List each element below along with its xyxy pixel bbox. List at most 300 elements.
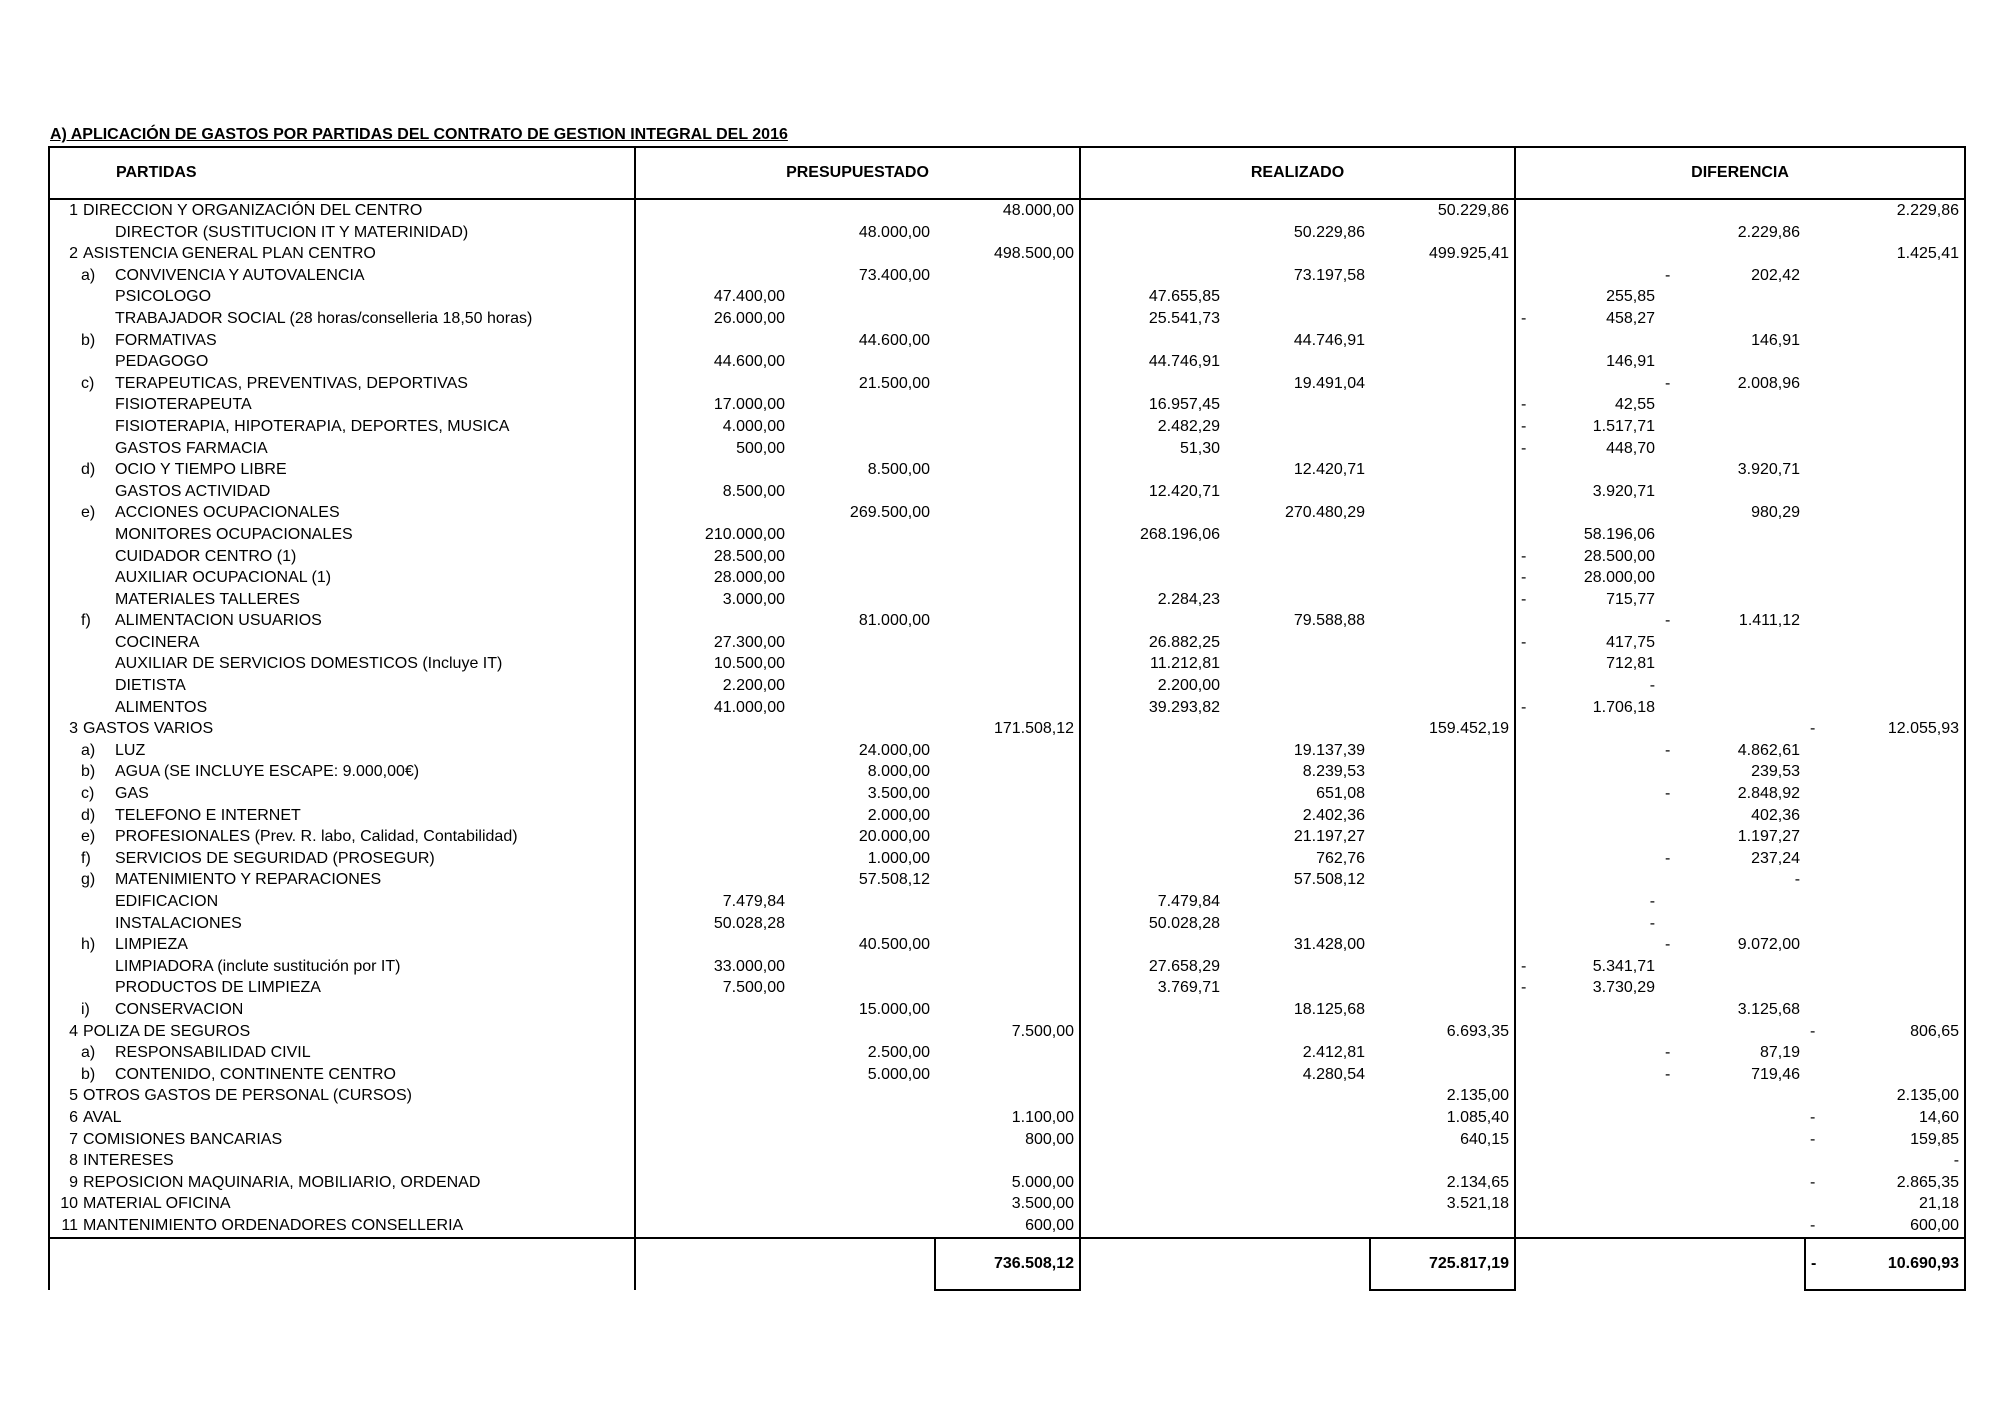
section-row bbox=[49, 1172, 1965, 1194]
diferencia-detail-value: 28.500,00 bbox=[1583, 547, 1656, 565]
realizado-total bbox=[1370, 956, 1515, 978]
total-realizado: 725.817,19 bbox=[1370, 1238, 1515, 1290]
presupuestado-total bbox=[935, 589, 1080, 611]
diferencia-subtotal bbox=[1660, 1064, 1805, 1086]
presupuestado-total bbox=[935, 805, 1080, 827]
row-label-text: LIMPIEZA bbox=[115, 936, 188, 954]
diferencia-total-value: 14,60 bbox=[1919, 1108, 1960, 1126]
realizado-detail bbox=[1080, 1215, 1225, 1238]
presupuestado-total: 171.508,12 bbox=[993, 720, 1075, 738]
realizado-total bbox=[1370, 675, 1515, 697]
diferencia-subtotal-value: 3.125,68 bbox=[1737, 1000, 1801, 1018]
row-label bbox=[81, 1042, 635, 1064]
realizado-total bbox=[1370, 286, 1515, 308]
diferencia-total bbox=[1805, 632, 1965, 654]
row-number: 1 bbox=[49, 199, 81, 222]
row-label bbox=[81, 740, 635, 762]
row-empty bbox=[49, 913, 81, 935]
presupuestado-detail: 47.400,00 bbox=[635, 286, 790, 308]
realizado-total bbox=[1370, 502, 1515, 524]
diferencia-total bbox=[1805, 459, 1965, 481]
presupuestado-total bbox=[935, 653, 1080, 675]
realizado-detail: 44.746,91 bbox=[1080, 351, 1225, 373]
row-empty bbox=[49, 999, 81, 1021]
diferencia-detail-value: 3.730,29 bbox=[1592, 979, 1656, 997]
diferencia-subtotal bbox=[1660, 675, 1805, 697]
diferencia-detail bbox=[1515, 1129, 1660, 1151]
diferencia-total bbox=[1805, 913, 1965, 935]
row-label: DIETISTA bbox=[115, 677, 186, 695]
presupuestado-subtotal bbox=[790, 524, 935, 546]
realizado-total bbox=[1370, 934, 1515, 956]
diferencia-total bbox=[1805, 330, 1965, 352]
row-label: GASTOS FARMACIA bbox=[115, 439, 268, 457]
row-empty bbox=[49, 524, 81, 546]
subsection-row bbox=[49, 934, 1965, 956]
presupuestado-total bbox=[935, 416, 1080, 438]
diferencia-subtotal bbox=[1660, 199, 1805, 222]
diferencia-detail bbox=[1515, 826, 1660, 848]
realizado-total bbox=[1370, 373, 1515, 395]
diferencia-detail bbox=[1515, 956, 1660, 978]
realizado-detail: 7.479,84 bbox=[1080, 891, 1225, 913]
negative-sign: - bbox=[1665, 741, 1671, 759]
presupuestado-detail: 26.000,00 bbox=[635, 308, 790, 330]
item-row bbox=[49, 913, 1965, 935]
realizado-total bbox=[1370, 826, 1515, 848]
realizado-total bbox=[1370, 222, 1515, 244]
diferencia-total bbox=[1805, 653, 1965, 675]
realizado-detail bbox=[1080, 1064, 1225, 1086]
diferencia-subtotal-value: 239,53 bbox=[1751, 763, 1801, 781]
presupuestado-total: 48.000,00 bbox=[1002, 202, 1075, 219]
row-letter: e) bbox=[81, 828, 96, 846]
diferencia-total bbox=[1805, 416, 1965, 438]
diferencia-subtotal bbox=[1660, 567, 1805, 589]
row-label-text: ACCIONES OCUPACIONALES bbox=[115, 504, 340, 522]
row-label: COMISIONES BANCARIAS bbox=[83, 1130, 283, 1148]
realizado-detail bbox=[1080, 783, 1225, 805]
diferencia-subtotal bbox=[1660, 632, 1805, 654]
presupuestado-detail: 27.300,00 bbox=[635, 632, 790, 654]
diferencia-detail bbox=[1515, 265, 1660, 287]
diferencia-detail bbox=[1515, 869, 1660, 891]
presupuestado-subtotal bbox=[790, 286, 935, 308]
row-label: AVAL bbox=[83, 1108, 122, 1126]
diferencia-total bbox=[1805, 502, 1965, 524]
row-label: MONITORES OCUPACIONALES bbox=[115, 525, 353, 543]
realizado-detail bbox=[1080, 1107, 1225, 1129]
diferencia-total-value: - bbox=[1953, 1152, 1960, 1170]
diferencia-total bbox=[1805, 1085, 1965, 1107]
diferencia-total bbox=[1805, 1129, 1965, 1151]
presupuestado-subtotal bbox=[790, 891, 935, 913]
diferencia-detail-value: 417,75 bbox=[1606, 633, 1656, 651]
header-row bbox=[49, 147, 1965, 199]
presupuestado-subtotal bbox=[790, 546, 935, 568]
row-letter: h) bbox=[81, 936, 96, 954]
presupuestado-subtotal: 15.000,00 bbox=[858, 1000, 930, 1018]
presupuestado-total bbox=[935, 999, 1080, 1021]
realizado-subtotal bbox=[1225, 1107, 1370, 1129]
row-label bbox=[81, 373, 635, 395]
diferencia-detail bbox=[1515, 459, 1660, 481]
realizado-subtotal: 44.746,91 bbox=[1293, 331, 1366, 349]
diferencia-subtotal bbox=[1660, 913, 1805, 935]
diferencia-subtotal bbox=[1660, 502, 1805, 524]
subsection-row bbox=[49, 502, 1965, 524]
presupuestado-detail: 7.479,84 bbox=[635, 891, 790, 913]
row-label bbox=[81, 1064, 635, 1086]
realizado-total bbox=[1370, 351, 1515, 373]
row-label: PSICOLOGO bbox=[115, 288, 212, 306]
diferencia-detail bbox=[1515, 740, 1660, 762]
diferencia-total bbox=[1805, 222, 1965, 244]
presupuestado-subtotal bbox=[790, 1021, 935, 1043]
realizado-subtotal: 79.588,88 bbox=[1293, 612, 1366, 630]
presupuestado-detail bbox=[635, 869, 790, 891]
row-label: EDIFICACION bbox=[115, 893, 219, 910]
subsection-row bbox=[49, 740, 1965, 762]
presupuestado-total: 600,00 bbox=[935, 1215, 1080, 1238]
diferencia-total bbox=[1805, 438, 1965, 460]
realizado-total bbox=[1370, 1215, 1515, 1238]
row-empty bbox=[49, 394, 81, 416]
diferencia-subtotal-value: 2.848,92 bbox=[1737, 785, 1801, 803]
diferencia-detail bbox=[1515, 351, 1660, 373]
subsection-row bbox=[49, 330, 1965, 352]
presupuestado-total bbox=[935, 848, 1080, 870]
row-letter: d) bbox=[81, 806, 96, 824]
diferencia-detail bbox=[1515, 675, 1660, 697]
presupuestado-detail bbox=[635, 373, 790, 395]
item-row bbox=[49, 286, 1965, 308]
realizado-total bbox=[1370, 869, 1515, 891]
row-label bbox=[81, 999, 635, 1021]
row-empty bbox=[49, 438, 81, 460]
row-label-text: FORMATIVAS bbox=[115, 331, 217, 349]
row-label: FISIOTERAPIA, HIPOTERAPIA, DEPORTES, MUSICA bbox=[115, 417, 510, 435]
diferencia-total-value: 21,18 bbox=[1919, 1195, 1960, 1213]
row-label: TRABAJADOR SOCIAL (28 horas/conselleria 18,50 horas) bbox=[115, 309, 533, 327]
diferencia-total bbox=[1805, 567, 1965, 589]
realizado-subtotal: 651,08 bbox=[1316, 785, 1366, 803]
item-row bbox=[49, 697, 1965, 719]
row-label: MANTENIMIENTO ORDENADORES CONSELLERIA bbox=[81, 1215, 635, 1238]
presupuestado-total: 498.500,00 bbox=[993, 245, 1075, 263]
diferencia-subtotal-value: 146,91 bbox=[1751, 331, 1801, 349]
subsection-row bbox=[49, 1042, 1965, 1064]
realizado-detail: 2.482,29 bbox=[1080, 416, 1225, 438]
header-partidas: PARTIDAS bbox=[49, 147, 635, 199]
diferencia-subtotal bbox=[1660, 308, 1805, 330]
presupuestado-total bbox=[935, 697, 1080, 719]
total-diferencia bbox=[1805, 1238, 1965, 1290]
row-label: AUXILIAR OCUPACIONAL (1) bbox=[115, 569, 332, 587]
realizado-detail: 268.196,06 bbox=[1080, 524, 1225, 546]
row-empty bbox=[49, 546, 81, 568]
row-empty bbox=[49, 653, 81, 675]
diferencia-detail-value: 1.517,71 bbox=[1592, 417, 1656, 435]
realizado-detail: 47.655,85 bbox=[1080, 286, 1225, 308]
row-empty bbox=[49, 610, 81, 632]
realizado-detail bbox=[1080, 848, 1225, 870]
presupuestado-subtotal bbox=[790, 913, 935, 935]
item-row bbox=[49, 481, 1965, 503]
diferencia-subtotal bbox=[1660, 524, 1805, 546]
item-row bbox=[49, 222, 1965, 244]
realizado-total: 640,15 bbox=[1460, 1130, 1510, 1148]
diferencia-total bbox=[1805, 934, 1965, 956]
row-empty bbox=[49, 265, 81, 287]
presupuestado-subtotal bbox=[790, 956, 935, 978]
realizado-total bbox=[1370, 610, 1515, 632]
diferencia-detail bbox=[1515, 632, 1660, 654]
presupuestado-subtotal: 1.000,00 bbox=[867, 849, 930, 867]
presupuestado-total bbox=[935, 265, 1080, 287]
diferencia-subtotal-value: 402,36 bbox=[1751, 806, 1801, 824]
realizado-total bbox=[1370, 805, 1515, 827]
realizado-detail bbox=[1080, 761, 1225, 783]
diferencia-subtotal bbox=[1660, 1129, 1805, 1151]
diferencia-subtotal bbox=[1660, 589, 1805, 611]
diferencia-total bbox=[1805, 308, 1965, 330]
diferencia-total bbox=[1805, 891, 1965, 913]
presupuestado-subtotal: 2.500,00 bbox=[867, 1044, 930, 1062]
realizado-subtotal bbox=[1225, 1172, 1370, 1194]
realizado-total: 2.134,65 bbox=[1446, 1173, 1510, 1191]
presupuestado-subtotal bbox=[790, 675, 935, 697]
diferencia-detail bbox=[1515, 481, 1660, 503]
row-number: 5 bbox=[49, 1085, 81, 1107]
diferencia-total-value: 806,65 bbox=[1910, 1022, 1960, 1040]
row-empty bbox=[49, 416, 81, 438]
row-letter: i) bbox=[81, 1000, 90, 1018]
diferencia-detail bbox=[1515, 1042, 1660, 1064]
presupuestado-detail bbox=[635, 610, 790, 632]
total-presupuestado: 736.508,12 bbox=[935, 1238, 1080, 1290]
realizado-total bbox=[1370, 1064, 1515, 1086]
presupuestado-subtotal bbox=[790, 1150, 935, 1172]
subsection-row bbox=[49, 869, 1965, 891]
diferencia-detail bbox=[1515, 977, 1660, 999]
realizado-subtotal bbox=[1225, 1150, 1370, 1172]
realizado-total: 50.229,86 bbox=[1437, 202, 1510, 219]
row-letter: b) bbox=[81, 763, 96, 781]
row-label bbox=[81, 805, 635, 827]
presupuestado-total bbox=[935, 394, 1080, 416]
diferencia-total bbox=[1805, 589, 1965, 611]
row-label-text: TERAPEUTICAS, PREVENTIVAS, DEPORTIVAS bbox=[115, 374, 468, 392]
row-label: DIRECCION Y ORGANIZACIÓN DEL CENTRO bbox=[83, 202, 423, 219]
realizado-subtotal bbox=[1225, 697, 1370, 719]
realizado-detail bbox=[1080, 1085, 1225, 1107]
realizado-subtotal bbox=[1225, 546, 1370, 568]
row-label-text: CONTENIDO, CONTINENTE CENTRO bbox=[115, 1065, 396, 1083]
presupuestado-total: 5.000,00 bbox=[1011, 1173, 1075, 1191]
diferencia-total bbox=[1805, 373, 1965, 395]
negative-sign: - bbox=[1810, 720, 1816, 738]
diferencia-subtotal-value: 202,42 bbox=[1751, 266, 1801, 284]
realizado-detail: 16.957,45 bbox=[1080, 394, 1225, 416]
presupuestado-subtotal bbox=[790, 308, 935, 330]
realizado-subtotal bbox=[1225, 675, 1370, 697]
presupuestado-total bbox=[935, 675, 1080, 697]
diferencia-subtotal bbox=[1660, 330, 1805, 352]
row-label-text: CONSERVACION bbox=[115, 1000, 244, 1018]
row-letter: b) bbox=[81, 1065, 96, 1083]
realizado-total: 159.452,19 bbox=[1428, 720, 1510, 738]
section-row bbox=[49, 1085, 1965, 1107]
diferencia-subtotal bbox=[1660, 1172, 1805, 1194]
presupuestado-subtotal bbox=[790, 481, 935, 503]
realizado-detail bbox=[1080, 546, 1225, 568]
diferencia-subtotal-value: 9.072,00 bbox=[1737, 936, 1801, 954]
presupuestado-detail: 44.600,00 bbox=[635, 351, 790, 373]
item-row bbox=[49, 653, 1965, 675]
diferencia-subtotal bbox=[1660, 394, 1805, 416]
realizado-subtotal: 2.412,81 bbox=[1302, 1044, 1366, 1062]
diferencia-detail-value: 3.920,71 bbox=[1592, 482, 1656, 500]
presupuestado-total bbox=[935, 977, 1080, 999]
row-label: FISIOTERAPEUTA bbox=[115, 396, 252, 414]
presupuestado-subtotal: 3.500,00 bbox=[867, 785, 930, 803]
diferencia-subtotal bbox=[1660, 848, 1805, 870]
row-number: 4 bbox=[49, 1021, 81, 1043]
realizado-subtotal bbox=[1225, 243, 1370, 265]
row-empty bbox=[49, 891, 81, 913]
row-label-text: CONVIVENCIA Y AUTOVALENCIA bbox=[115, 266, 365, 284]
row-empty bbox=[49, 740, 81, 762]
realizado-detail: 11.212,81 bbox=[1080, 653, 1225, 675]
presupuestado-detail bbox=[635, 783, 790, 805]
presupuestado-subtotal: 44.600,00 bbox=[858, 331, 930, 349]
diferencia-total bbox=[1805, 351, 1965, 373]
row-empty bbox=[49, 848, 81, 870]
diferencia-subtotal bbox=[1660, 653, 1805, 675]
diferencia-detail bbox=[1515, 1215, 1660, 1238]
presupuestado-detail bbox=[635, 761, 790, 783]
diferencia-total-value: 1.425,41 bbox=[1896, 245, 1960, 263]
realizado-detail bbox=[1080, 1150, 1225, 1172]
negative-sign: - bbox=[1521, 396, 1527, 414]
diferencia-total-value: 600,00 bbox=[1910, 1216, 1960, 1234]
negative-sign: - bbox=[1521, 569, 1527, 587]
realizado-total bbox=[1370, 697, 1515, 719]
diferencia-total bbox=[1805, 697, 1965, 719]
realizado-subtotal: 4.280,54 bbox=[1302, 1065, 1366, 1083]
realizado-detail bbox=[1080, 805, 1225, 827]
diferencia-total bbox=[1805, 718, 1965, 740]
row-letter: f) bbox=[81, 849, 91, 867]
realizado-detail: 3.769,71 bbox=[1080, 977, 1225, 999]
diferencia-total-value: 2.135,00 bbox=[1896, 1087, 1960, 1105]
presupuestado-total bbox=[935, 330, 1080, 352]
negative-sign: - bbox=[1665, 1044, 1671, 1062]
presupuestado-detail bbox=[635, 243, 790, 265]
diferencia-detail bbox=[1515, 502, 1660, 524]
row-label-text: MATENIMIENTO Y REPARACIONES bbox=[115, 871, 382, 889]
presupuestado-total bbox=[935, 286, 1080, 308]
negative-sign: - bbox=[1665, 1065, 1671, 1083]
row-label: PEDAGOGO bbox=[115, 353, 209, 371]
row-empty bbox=[49, 459, 81, 481]
realizado-detail bbox=[1080, 222, 1225, 244]
diferencia-subtotal bbox=[1660, 869, 1805, 891]
negative-sign: - bbox=[1521, 417, 1527, 435]
diferencia-detail-value: 448,70 bbox=[1606, 439, 1656, 457]
row-label-text: ALIMENTACION USUARIOS bbox=[115, 612, 322, 630]
presupuestado-total bbox=[935, 567, 1080, 589]
diferencia-detail bbox=[1515, 913, 1660, 935]
realizado-subtotal: 73.197,58 bbox=[1293, 266, 1366, 284]
negative-sign: - bbox=[1810, 1108, 1816, 1126]
presupuestado-total bbox=[935, 891, 1080, 913]
realizado-subtotal bbox=[1225, 891, 1370, 913]
presupuestado-detail: 50.028,28 bbox=[635, 913, 790, 935]
presupuestado-detail: 2.200,00 bbox=[635, 675, 790, 697]
presupuestado-subtotal: 20.000,00 bbox=[858, 828, 930, 846]
header-realizado: REALIZADO bbox=[1080, 147, 1515, 199]
diferencia-subtotal bbox=[1660, 1150, 1805, 1172]
presupuestado-total bbox=[935, 632, 1080, 654]
realizado-subtotal: 762,76 bbox=[1316, 849, 1366, 867]
presupuestado-detail: 17.000,00 bbox=[635, 394, 790, 416]
diferencia-subtotal bbox=[1660, 1193, 1805, 1215]
row-label: LIMPIADORA (inclute sustitución por IT) bbox=[115, 957, 401, 975]
realizado-total bbox=[1370, 330, 1515, 352]
presupuestado-total bbox=[935, 481, 1080, 503]
presupuestado-detail: 8.500,00 bbox=[635, 481, 790, 503]
presupuestado-total: 1.100,00 bbox=[1011, 1108, 1075, 1126]
realizado-detail bbox=[1080, 459, 1225, 481]
realizado-total bbox=[1370, 265, 1515, 287]
realizado-total bbox=[1370, 308, 1515, 330]
presupuestado-detail: 7.500,00 bbox=[635, 977, 790, 999]
presupuestado-detail bbox=[635, 1107, 790, 1129]
realizado-total bbox=[1370, 459, 1515, 481]
row-empty bbox=[49, 286, 81, 308]
row-letter: a) bbox=[81, 266, 96, 284]
realizado-detail bbox=[1080, 567, 1225, 589]
diferencia-detail bbox=[1515, 610, 1660, 632]
diferencia-detail bbox=[1515, 524, 1660, 546]
presupuestado-subtotal bbox=[790, 1193, 935, 1215]
realizado-subtotal: 19.491,04 bbox=[1293, 374, 1366, 392]
diferencia-detail bbox=[1515, 567, 1660, 589]
row-empty bbox=[49, 826, 81, 848]
realizado-detail bbox=[1080, 740, 1225, 762]
row-letter: d) bbox=[81, 461, 96, 479]
presupuestado-total: 800,00 bbox=[1025, 1130, 1075, 1148]
presupuestado-detail bbox=[635, 265, 790, 287]
diferencia-subtotal-value: 2.229,86 bbox=[1737, 223, 1801, 241]
presupuestado-subtotal bbox=[790, 1129, 935, 1151]
realizado-subtotal: 21.197,27 bbox=[1293, 828, 1366, 846]
diferencia-detail bbox=[1515, 1107, 1660, 1129]
row-letter: g) bbox=[81, 871, 96, 889]
diferencia-total bbox=[1805, 546, 1965, 568]
diferencia-subtotal bbox=[1660, 459, 1805, 481]
section-row bbox=[49, 199, 1965, 222]
presupuestado-subtotal: 269.500,00 bbox=[849, 504, 930, 522]
row-label bbox=[81, 848, 635, 870]
presupuestado-subtotal: 21.500,00 bbox=[858, 374, 930, 392]
diferencia-total bbox=[1805, 740, 1965, 762]
total-diferencia-sign: - bbox=[1811, 1254, 1817, 1272]
diferencia-subtotal bbox=[1660, 999, 1805, 1021]
presupuestado-subtotal: 2.000,00 bbox=[867, 806, 930, 824]
